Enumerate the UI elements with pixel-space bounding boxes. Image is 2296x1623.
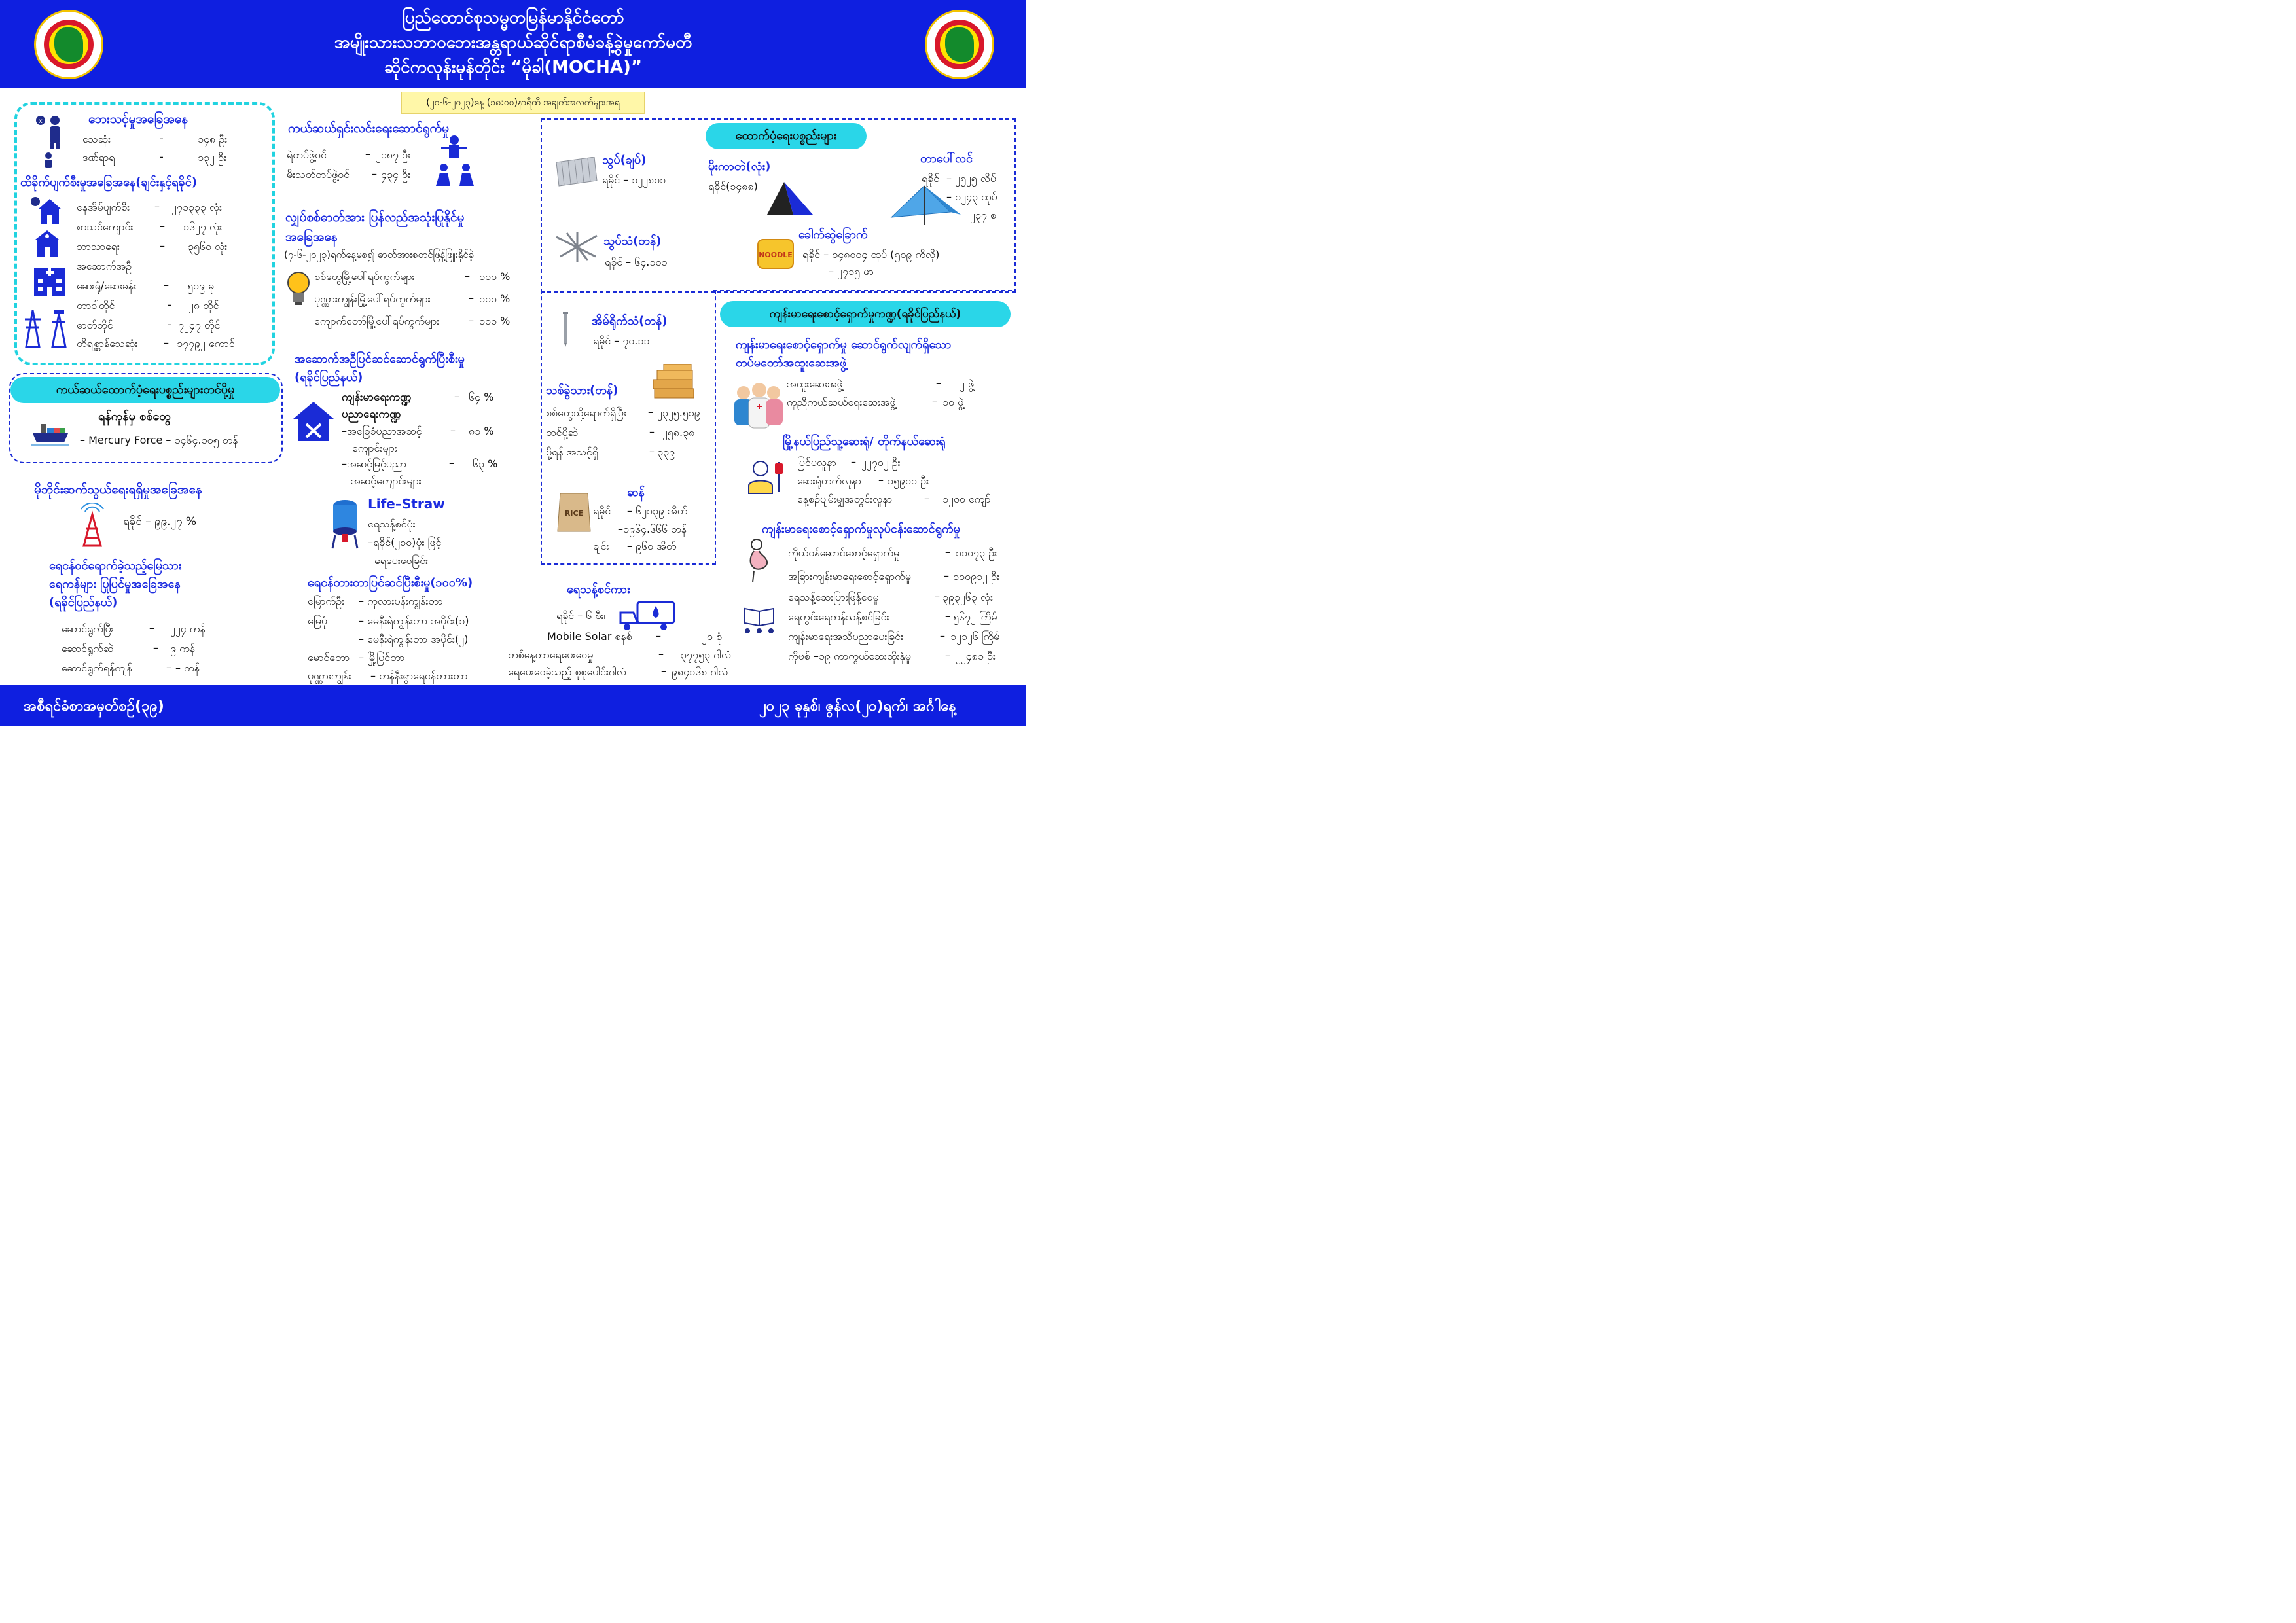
noodle-line2: – ၂၇၁၅ ဖာ: [829, 265, 874, 277]
tent-line: ရခိုင်(၁၄၈၈): [708, 180, 758, 192]
hospital-row-label: ဆေးရုံတက်လူနာ: [797, 474, 861, 487]
activity-row-label: ရေတွင်းရေကန်သန့်စင်ခြင်း: [788, 611, 889, 623]
repair-higher-dash: –: [449, 457, 454, 469]
pregnant-woman-icon: [742, 538, 774, 584]
buildings-row-dash: –: [160, 240, 165, 252]
buildings-row-value: ၇၂၄၇ တိုင်: [178, 319, 221, 331]
repair-higher-sub: အဆင့်ကျောင်းများ: [351, 474, 422, 487]
repair-edu-label: ပညာရေးကဏ္ဍ: [342, 408, 401, 421]
timber-row-label: တင်ပို့ဆဲ: [546, 426, 579, 438]
report-number: အစီရင်ခံစာအမှတ်စဉ်(၃၉): [24, 698, 164, 715]
damage-title: ဘေးသင့်မှုအခြေအနေ: [88, 112, 188, 126]
header-title-line3: ဆိုင်ကလုန်းမုန်တိုင်း “မိုခါ(MOCHA)”: [384, 58, 642, 77]
water-daily-value: ၃၇၇၅၃ ဂါလံ: [681, 649, 731, 661]
emblem-left: [34, 10, 103, 79]
buildings-row-label: ဓာတ်တိုင်: [77, 319, 113, 331]
repair-basic-sub: ကျောင်းများ: [352, 442, 397, 454]
activity-row-dash: –: [940, 630, 945, 642]
timber-icon: [651, 364, 696, 401]
telecom-line: ရခိုင် – ၉၉.၂၇ %: [123, 515, 197, 528]
buildings-row-value: ၂၇၁၃၃၃ လုံး: [171, 201, 223, 213]
reservoir-row-label: မြောက်ဦး: [308, 595, 344, 607]
water-daily-label: တစ်နေ့တာရေပေးဝေမှု: [508, 649, 594, 661]
reservoir-row-label: ပုဏ္ဏားကျွန်း: [308, 669, 351, 682]
farmland-row-label: ဆောင်ရွက်ဆဲ: [62, 642, 114, 654]
zinc-title: သွပ်(ချပ်): [602, 153, 647, 167]
rescue-row-value: ၂၁၈၇ ဦး: [376, 149, 411, 161]
activity-row-value: ၁၁၀၉၁၂ ဦး: [953, 570, 999, 582]
activity-row-dash: –: [935, 590, 940, 603]
repair-higher-label: –အဆင့်မြင့်ပညာ: [342, 457, 406, 470]
date-note: (၂၀-၆-၂၀၂၃)နေ့ (၁၈:၀၀)နာရီထိ အချက်အလက်များအရ: [401, 92, 645, 114]
activity-row-dash: –: [945, 546, 950, 558]
cell-tower-icon: [76, 503, 109, 547]
buildings-row-value: ၅၀၉ ခု: [187, 279, 215, 292]
reservoir-row-label: မြေပုံ: [308, 615, 327, 627]
water-solar-dash: –: [656, 630, 661, 642]
noodle-icon: [757, 237, 795, 271]
water-total-label: ရေပေးဝေခဲ့သည့် စုစုပေါင်းဂါလံ: [508, 666, 626, 678]
tarp-row-value: ၂၃၇ စ: [970, 209, 996, 221]
activity-row-value: ၃၉၃၂၆၃ လုံး: [942, 591, 994, 603]
rod-title: အိမ်ရိုက်သံ(တန်): [592, 314, 668, 328]
activity-row-label: ကိုဗစ် –၁၉ ကာကွယ်ဆေးထိုးနှံမှု: [788, 650, 911, 662]
timber-row-value: ၃၃၉: [657, 446, 675, 458]
farmland-title-line3: (ရခိုင်ပြည်နယ်): [49, 596, 118, 609]
reservoir-row-value: – တန်နီးရွာရေငန်တားတာ: [370, 669, 468, 682]
activities-title: ကျန်းမာရေးစောင့်ရှောက်မှုလုပ်ငန်းဆောင်ရွက်မှု: [762, 522, 960, 536]
power-row-value: ၁၀၀ %: [479, 270, 511, 283]
hospital-row-label: ပြင်ပလူနာ: [797, 456, 836, 469]
power-title-line2: အခြေအနေ: [285, 230, 338, 244]
buildings-row-value: ၁၆၂၇ လုံး: [183, 221, 223, 233]
lifestraw-line3: ရေပေးဝေခြင်း: [374, 554, 429, 567]
farmland-title-line1: ရေငန်ဝင်ရောက်ခဲ့သည့်မြေသား: [49, 559, 182, 573]
teams-row-label: ကူညီကယ်ဆယ်ရေးဆေးအဖွဲ့: [787, 396, 896, 408]
header-title-line1: ပြည်ထောင်စုသမ္မတမြန်မာနိုင်ငံတော်: [402, 8, 624, 27]
repair-basic-value: ၈၁ %: [469, 425, 494, 437]
farmland-row-label: ဆောင်ရွက်ရန်ကျန်: [62, 662, 132, 674]
rice-bag-icon: [556, 490, 592, 534]
power-row-label: စစ်တွေမြို့ပေါ်ရပ်ကွက်များ: [314, 270, 415, 283]
teams-row-label: အထူးဆေးအဖွဲ့: [787, 378, 843, 390]
farmland-row-dash: –: [153, 641, 158, 654]
teams-title-line2: တပ်မတော်အထူးဆေးအဖွဲ့: [736, 356, 847, 370]
activity-row-dash: –: [944, 569, 949, 582]
water-daily-dash: –: [658, 648, 664, 660]
farmland-row-value: ၂၂၄ ကန်: [170, 622, 206, 635]
tent-icon: [764, 181, 814, 216]
rod-line: ရခိုင် – ၇၀.၁၁: [593, 334, 650, 347]
rescue-row-dash: –: [372, 168, 377, 180]
telecom-title: မိုဘိုင်းဆက်သွယ်ရေးရရှိမှုအခြေအနေ: [34, 482, 202, 497]
reservoir-row-value: – မြို့ပြင်တာ: [359, 651, 405, 664]
repair-title-line1: အဆောက်အဦပြင်ဆင်ဆောင်ရွက်ပြီးစီးမှု: [295, 352, 465, 366]
buildings-row-dash: –: [160, 220, 165, 232]
rice-row-label: ချင်း: [593, 540, 609, 552]
hospital-row-value: ၂၂၇၀၂ ဦး: [861, 456, 901, 469]
tarp-row-value: – ၂၅၂၅ လိပ်: [946, 172, 997, 185]
timber-row-value: ၂၅၈.၃၈: [662, 426, 695, 438]
buildings-row-value: ၁၇၇၉၂ ကောင်: [177, 337, 235, 349]
shipping-title: ကယ်ဆယ်ထောက်ပံ့ရေးပစ္စည်းများတင်ပို့မှု: [10, 377, 280, 403]
reservoir-row-label: မောင်တော: [308, 651, 350, 664]
power-row-dash: –: [465, 270, 470, 282]
damage-row-value: ၁၄၈ ဦး: [198, 133, 228, 145]
farmland-row-dash: –: [149, 622, 154, 634]
zinc-sheet-icon: [554, 157, 598, 187]
rescue-worker-icon: [428, 134, 480, 188]
teams-title-line1: ကျန်းမာရေးစောင့်ရှောက်မှု ဆောင်ရွက်လျက်ရှိသော: [736, 338, 952, 351]
timber-title: သစ်ခွဲသား(တန်): [546, 383, 619, 397]
buildings-row-label: စာသင်ကျောင်း: [77, 221, 134, 233]
activity-row-value: ၁၁၀၇၃ ဦး: [956, 546, 997, 559]
hospital-row-value: ၁၅၉၀၁ ဦး: [888, 474, 929, 487]
hospital-row-dash: –: [878, 474, 884, 486]
repair-higher-value: ၆၃ %: [473, 457, 498, 470]
damage-row-value: ၁၃၂ ဦး: [198, 151, 226, 164]
shipping-line: – Mercury Force – ၁၄၆၄.၁၀၅ တန်: [80, 434, 238, 446]
repair-health-dash: –: [454, 390, 459, 402]
power-row-label: ပုဏ္ဏားကျွန်းမြို့ပေါ်ရပ်ကွက်များ: [314, 293, 431, 305]
activity-row-dash: –: [945, 649, 950, 662]
hospital-row-label: နေ့စဉ်ပျမ်းမျှအတွင်းလူနာ: [797, 493, 893, 505]
timber-row-value: ၂၃၂၅.၅၁၉: [657, 406, 700, 419]
damage-row-label: သေဆုံး: [82, 133, 111, 145]
tarp-icon: [890, 185, 962, 226]
house-icon: [30, 196, 62, 225]
teams-row-dash: –: [936, 377, 941, 389]
rice-row-value: – ၉၆၀ အိတ်: [627, 540, 677, 552]
water-filter-icon: [329, 497, 361, 550]
buildings-row-label: နေအိမ်ပျက်စီး: [77, 201, 130, 213]
rescue-row-dash: –: [365, 148, 370, 160]
activity-row-value: ၅၆၇၂ ကြိမ်: [953, 611, 997, 623]
power-row-dash: –: [469, 314, 474, 327]
water-total-dash: –: [661, 665, 666, 677]
repair-health-label: ကျန်းမာရေးကဏ္ဍ: [342, 391, 412, 404]
hospital-icon: [31, 264, 68, 296]
activity-row-label: အခြားကျန်းမာရေးစောင့်ရှောက်မှု: [788, 570, 911, 582]
emblem-right: [925, 10, 994, 79]
water-title: ရေသန့်စင်ကား: [567, 582, 630, 596]
health-divider: [713, 290, 1012, 291]
lifestraw-title: Life–Straw: [368, 496, 445, 512]
reservoir-row-value: – မေနီးရဲကျွန်းတာ အပိုင်း(၂): [359, 633, 469, 645]
water-solar-label: Mobile Solar စနစ်: [547, 630, 632, 643]
teams-row-value: ၁၀ ဖွဲ့: [942, 396, 964, 408]
power-intro: (၇-၆-၂၀၂၃)ရက်နေ့မှစ၍ ဓာတ်အားစတင်ဖြန့်ဖြူးနိုင်ခဲ့: [284, 249, 475, 260]
activity-row-label: ကိုယ်ဝန်ဆောင်စောင့်ရှောက်မှု: [788, 546, 900, 559]
nails-icon: [554, 230, 601, 263]
buildings-row-value: ၃၅၆၀ လုံး: [188, 240, 228, 253]
supplies-title: ထောက်ပံ့ရေးပစ္စည်းများ: [706, 123, 867, 149]
rescue-row-label: မီးသတ်တပ်ဖွဲ့ဝင်: [287, 168, 350, 181]
farmland-title-line2: ရေကန်များ ပြုပြင်မှုအခြေအနေ: [49, 577, 181, 591]
activity-row-label: ကျန်းမာရေးအသိပညာပေးခြင်း: [788, 630, 904, 643]
buildings-title: ထိခိုက်ပျက်စီးမှုအခြေအနေ(ချင်းနှင့်ရခိုင်): [20, 175, 197, 189]
svg-text:NOODLE: NOODLE: [759, 251, 793, 259]
rice-row-label: ရခိုင်: [593, 505, 611, 517]
school-icon: [33, 229, 62, 258]
person-icon: [34, 114, 64, 168]
buildings-row-dash: –: [154, 200, 160, 213]
damage-row-label: ဒဏ်ရာရ: [82, 151, 115, 164]
lifestraw-line1: ရေသန့်စင်ပုံး: [368, 518, 416, 530]
teams-row-value: ၂ ဖွဲ့: [960, 378, 975, 390]
buildings-row-dash: -: [168, 318, 171, 330]
svg-text:x: x: [39, 118, 43, 125]
farmland-row-label: ဆောင်ရွက်ပြီး: [62, 622, 114, 635]
hospital-row-value: ၁၂၀၀ ကျော်: [942, 493, 991, 505]
buildings-row-dash: –: [164, 279, 169, 291]
patient-icon: [746, 459, 787, 495]
lifestraw-line2: –ရခိုင်(၂၁၀)ပုံး ဖြင့်: [368, 536, 442, 548]
power-row-value: ၁၀၀ %: [479, 293, 511, 305]
timber-row-dash: –: [648, 406, 653, 418]
timber-row-dash: –: [649, 425, 655, 438]
tarp-row-label: ရခိုင်: [922, 172, 940, 185]
hospital-row-dash: –: [851, 455, 856, 468]
noodle-title: ခေါက်ဆွဲခြောက်: [798, 228, 868, 241]
noodle-line1: ရခိုင် – ၁၄၈၀၀၄ ထုပ် (၅၀၉ ကီလို): [802, 248, 940, 260]
rescue-row-label: ရဲတပ်ဖွဲ့ဝင်: [287, 149, 327, 161]
health-title: ကျန်းမာရေးစောင့်ရှောက်မှုကဏ္ဍ(ရခိုင်ပြည်နယ်): [720, 301, 1011, 327]
water-line1: ရခိုင် – ၆ စီး၊: [556, 609, 605, 622]
house-repair-icon: [292, 401, 335, 442]
activity-row-label: ရေသန့်ဆေးပြားဖြန့်ဝေမှု: [788, 591, 879, 603]
timber-row-label: စစ်တွေသို့ရောက်ရှိပြီး: [546, 406, 626, 419]
reservoir-row-value: – ကုလားပန်းကျွန်းတာ: [359, 595, 443, 607]
buildings-row-label: တိရစ္ဆာန်သေဆုံး: [77, 337, 138, 349]
water-solar-value: ၂၀ စုံ: [702, 630, 722, 643]
report-date: ၂၀၂၃ ခုနှစ်၊ ဇွန်လ(၂၀)ရက်၊ အင်္ဂါနေ့: [759, 698, 956, 715]
buildings-row-dash: –: [164, 336, 169, 349]
rescue-row-value: ၄၃၄ ဦး: [381, 168, 411, 181]
tent-title: မိုးကာတဲ(လုံး): [708, 160, 771, 173]
hospital-title: မြို့နယ်ပြည်သူ့ဆေးရုံ/ တိုက်နယ်ဆေးရုံ: [783, 435, 946, 448]
zinc-line: ရခိုင် – ၁၂၂၈၀၁: [602, 173, 666, 186]
power-title-line1: လျှပ်စစ်ဓာတ်အား ပြန်လည်အသုံးပြုနိုင်မှု: [285, 210, 465, 224]
repair-basic-label: –အခြေခံပညာအဆင့်: [342, 425, 422, 437]
timber-row-dash: –: [649, 445, 655, 457]
power-tower-icon: [22, 308, 69, 348]
water-total-value: ၉၈၄၁၆၈ ဂါလံ: [672, 666, 728, 678]
farmland-row-dash: –: [166, 661, 171, 673]
power-row-value: ၁၀၀ %: [479, 315, 511, 327]
shipping-subtitle: ရန်ကုန်မှ စစ်တွေ: [98, 410, 171, 423]
ship-icon: [31, 420, 69, 449]
nail-line: ရခိုင် – ၆၄.၁၀၁: [605, 256, 668, 268]
buildings-row-label: အဆောက်အဦ: [77, 260, 132, 272]
activity-row-value: ၁၂၁၂၆ ကြိမ်: [950, 630, 1000, 643]
header-title-line2: အမျိုးသားသဘာဝဘေးအန္တရာယ်ဆိုင်ရာစီမံခန့်ခွဲမှုကော်မတီ: [334, 33, 692, 52]
svg-text:RICE: RICE: [564, 509, 584, 518]
power-row-label: ကျောက်တော်မြို့ပေါ်ရပ်ကွက်များ: [314, 315, 440, 327]
buildings-row-label: ဘာသာရေး: [77, 240, 120, 253]
rice-row-value: –၁၉၆၄.၆၆၆ တန်: [618, 523, 687, 535]
tarp-title: တာပေါ်လင်: [920, 152, 973, 166]
rod-icon: [560, 312, 571, 347]
farmland-row-value: ၉ ကန်: [170, 642, 196, 654]
power-row-dash: –: [469, 292, 474, 304]
timber-row-label: ပို့ရန် အသင့်ရှိ: [546, 446, 598, 458]
water-truck-icon: [618, 598, 677, 632]
reservoir-title: ရေငန်တားတာပြင်ဆင်ပြီးစီးမှု(၁၀၀%): [308, 576, 473, 590]
teams-row-dash: –: [932, 395, 937, 408]
buildings-row-value: ၂၈ တိုင်: [188, 299, 219, 312]
rice-row-value: – ၆၂၁၃၉ အိတ်: [627, 505, 688, 517]
repair-health-value: ၆၄ %: [469, 391, 494, 403]
damage-row-dash: -: [160, 151, 164, 163]
buildings-row-label: တာဝါတိုင်: [77, 299, 115, 312]
rice-title: ဆန်: [627, 486, 645, 499]
damage-row-dash: -: [160, 132, 164, 145]
medical-team-icon: [732, 378, 784, 429]
farmland-row-value: – ကန်: [175, 662, 200, 674]
tarp-row-value: – ၁၂၄၃ ထုပ်: [946, 190, 997, 203]
buildings-row-dash: -: [168, 298, 171, 311]
light-bulb-icon: [285, 270, 312, 306]
activity-row-dash: –: [945, 610, 950, 622]
activity-row-value: ၂၂၄၈၁ ဦး: [956, 650, 996, 662]
buildings-row-label: ဆေးရုံ/ဆေးခန်း: [77, 279, 137, 292]
education-icon: [741, 606, 778, 639]
repair-basic-dash: –: [450, 424, 456, 437]
repair-title-line2: (ရခိုင်ပြည်နယ်): [295, 370, 363, 384]
hospital-row-dash: –: [924, 492, 929, 505]
rescue-title: ကယ်ဆယ်ရှင်းလင်းရေးဆောင်ရွက်မှု: [288, 121, 449, 135]
nail-title: သွပ်သံ(တန်): [603, 234, 662, 248]
reservoir-row-value: – မေနီးရဲကျွန်းတာ အပိုင်း(၁): [359, 615, 469, 627]
